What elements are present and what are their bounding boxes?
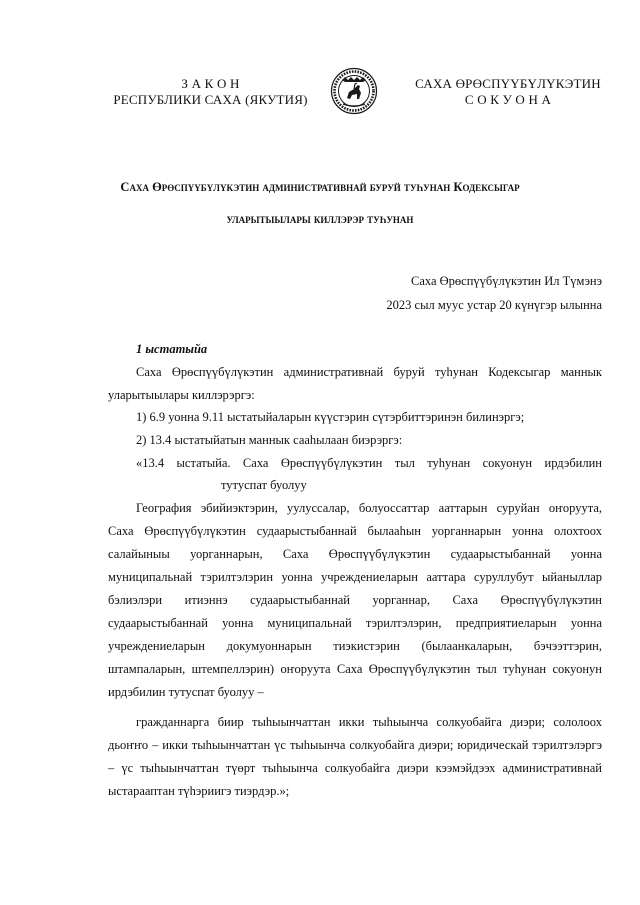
body-line: Саха Өрөспүүбүлүкэтин судаарыстыбаннай былааһын уорганнарын уонна олохтоох (108, 524, 602, 538)
header-right-line2: С О К У О Н А (464, 92, 552, 107)
body-line: штампаларын, штемпеллэрин) оҥоруута Саха Өрөспүүбүлүкэтин тыл туһунан сокуонун (108, 662, 602, 676)
header-right (403, 76, 613, 108)
body-line: салайыныы уорганнарын, Саха Өрөспүүбүлүкэтин судаарыстыбаннай уонна (108, 547, 602, 561)
article-intro-line1: Саха Өрөспүүбүлүкэтин административнай буруй туһунан Кодексыгар маннык (136, 365, 602, 379)
adoption-date: 2023 сыл муус устар 20 күнүгэр ылынна (386, 298, 602, 312)
article-heading: 1 ыстатыйа (136, 342, 208, 356)
article-item-1: 1) 6.9 уонна 9.11 ыстатыйаларын күүстэрин сүтэрбиттэринэн билинэргэ; (136, 410, 525, 424)
body-line: муниципальнай тэрилтэлэрин уонна учреждениеларын ааттара суруллубут ыйаныллар (108, 570, 602, 584)
header-left-line2: РЕСПУБЛИКИ САХА (ЯКУТИЯ) (113, 92, 308, 107)
quote-line2: тутуспат буолуу (221, 478, 307, 492)
coat-of-arms-emblem (330, 67, 378, 115)
body-line: ирдэбилин тутуспат буолуу – (108, 685, 264, 699)
adoption-body: Саха Өрөспүүбүлүкэтин Ил Түмэнэ (410, 274, 602, 288)
penalty-line: ыстарааптан түһэриигэ тиэрдэр.»; (108, 784, 290, 798)
penalty-line: – үс тыһыынчаттан түөрт тыһыынча солкуобайга диэри кээмэйдээх административнай (108, 761, 602, 775)
article-intro-line2: уларытыылары киллэрэргэ: (108, 388, 255, 402)
penalty-line: гражданнарга биир тыһыынчаттан икки тыһыынча солкуобайга диэри; сололоох (136, 715, 602, 729)
body-line: География эбийиэктэрин, уулуссалар, болуоссаттар ааттарын суруйан оҥоруута, (136, 501, 602, 515)
header-left (108, 76, 313, 108)
article-item-2: 2) 13.4 ыстатыйатын маннык сааһылаан биэрэргэ: (136, 433, 403, 447)
penalty-line: дьоҥҥо – икки тыһыынчаттан үс тыһыынча солкуобайга диэри; юридическай тэрилтэлэргэ (108, 738, 602, 752)
document-title-line2: уларытыылары киллэрэр туһунан (226, 212, 414, 226)
body-line: бэлиэлэри итиэннэ судаарыстыбаннай уорганнар, Саха Өрөспүүбүлүкэтин (108, 593, 602, 607)
emblem-icon (330, 67, 378, 115)
header-right-line1: САХА ӨРӨСПҮҮБҮЛҮКЭТИН (415, 76, 601, 91)
quote-line1: «13.4 ыстатыйа. Саха Өрөспүүбүлүкэтин тыл туһунан сокуонун ирдэбилин (136, 456, 602, 470)
document-title-line1: Саха Өрөспүүбүлүкэтин административнай буруй туһунан Кодексыгар (120, 180, 520, 194)
header-left-line1: З А К О Н (181, 76, 240, 91)
body-line: учреждениеларын докумуоннарын тиэкистэрин (былаанкаларын, бэчээттэрин, (108, 639, 602, 653)
body-line: судаарыстыбаннай уонна муниципальнай тэрилтэлэрин, предприятиеларын уонна (108, 616, 602, 630)
